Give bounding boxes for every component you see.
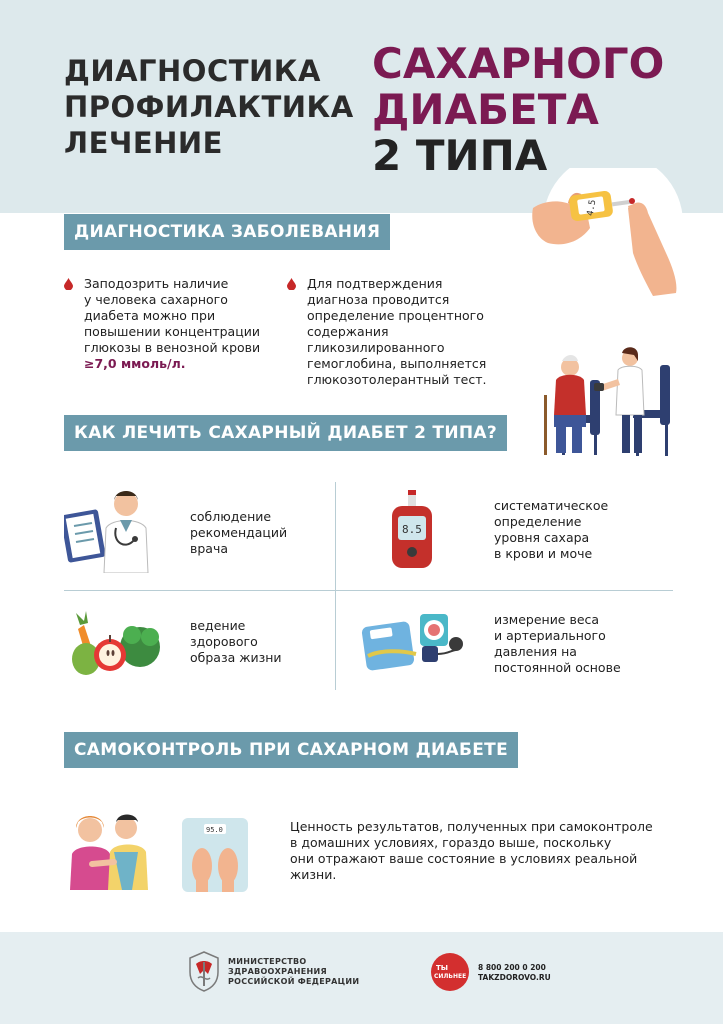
- treatment-item-line: давления на: [494, 644, 577, 659]
- treatment-banner: КАК ЛЕЧИТЬ САХАРНЫЙ ДИАБЕТ 2 ТИПА?: [64, 415, 507, 451]
- glucose-threshold-value: ≥7,0 ммоль/л.: [84, 356, 186, 371]
- footer-band: [0, 932, 723, 1024]
- selfcontrol-banner: САМОКОНТРОЛЬ ПРИ САХАРНОМ ДИАБЕТЕ: [64, 732, 518, 768]
- bathroom-scale-icon: [182, 818, 248, 892]
- scale-reading: 95.0: [206, 826, 223, 834]
- diagnosis-bullet-1-line: повышении концентрации: [84, 324, 260, 339]
- diagnosis-bullet-2-line: глюкозотолерантный тест.: [307, 372, 487, 387]
- treatment-item-line: постоянной основе: [494, 660, 621, 675]
- treatment-item-glucose: [494, 498, 608, 562]
- diagnosis-bullet-1-line: Заподозрить наличие: [84, 276, 229, 291]
- diagnosis-bullet-2-line: содержания гликозилированного: [307, 324, 445, 355]
- diagnosis-bullet-2-line: определение процентного: [307, 308, 484, 323]
- blood-drop-icon: [64, 278, 73, 290]
- couple-icon: [66, 810, 156, 890]
- diagnosis-banner: ДИАГНОСТИКА ЗАБОЛЕВАНИЯ: [64, 214, 390, 250]
- selfcontrol-text-line: Ценность результатов, полученных при самоконтроле: [290, 819, 653, 834]
- ministry-name-line: ЗДРАВООХРАНЕНИЯ: [228, 967, 327, 976]
- header-left-line-2: ПРОФИЛАКТИКА: [64, 90, 354, 124]
- glucometer-reading-small: 8.5: [402, 523, 422, 536]
- diagnosis-bullet-2: [307, 276, 527, 388]
- hotline-phone: 8 800 200 0 200: [478, 963, 546, 972]
- header-title-line-1: САХАРНОГО: [372, 39, 665, 88]
- treatment-item-line: определение: [494, 514, 582, 529]
- treatment-item-line: уровня сахара: [494, 530, 590, 545]
- diagnosis-bullet-1-line: диабета можно при: [84, 308, 216, 323]
- ministry-name-line: РОССИЙСКОЙ ФЕДЕРАЦИИ: [228, 977, 360, 986]
- treatment-item-weight: [494, 612, 621, 676]
- diagnosis-bullet-1-line: у человека сахарного: [84, 292, 228, 307]
- header-left-line-3: ЛЕЧЕНИЕ: [64, 126, 223, 160]
- ministry-name-line: МИНИСТЕРСТВО: [228, 957, 307, 966]
- diagnosis-bullet-1-line: глюкозы в венозной крови: [84, 340, 261, 355]
- treatment-item-line: здорового: [190, 634, 258, 649]
- diagnosis-bullet-2-line: Для подтверждения: [307, 276, 443, 291]
- header-left-line-1: ДИАГНОСТИКА: [64, 54, 321, 88]
- treatment-item-lifestyle: [190, 618, 282, 666]
- selfcontrol-text-line: жизни.: [290, 867, 337, 882]
- glucometer-hands-illustration: [528, 168, 688, 298]
- doctor-icon: [64, 488, 160, 573]
- header-title-line-2: ДИАБЕТА: [372, 85, 599, 134]
- treatment-item-line: измерение веса: [494, 612, 600, 627]
- scale-tonometer-icon: [360, 610, 470, 672]
- vegetables-icon: [70, 607, 162, 677]
- takzdorovo-logo: [428, 952, 472, 992]
- selfcontrol-text: [290, 819, 680, 883]
- ministry-emblem-icon: [186, 950, 222, 992]
- website-link[interactable]: TAKZDOROVO.RU: [478, 973, 551, 982]
- treatment-item-line: систематическое: [494, 498, 609, 513]
- header-title-line-3: 2 ТИПА: [372, 131, 548, 180]
- diagnosis-bullet-1: [84, 276, 284, 372]
- diagnosis-bullet-2-line: диагноза проводится: [307, 292, 450, 307]
- treatment-item-line: и артериального: [494, 628, 606, 643]
- treatment-item-line: рекомендаций: [190, 525, 288, 540]
- selfcontrol-text-line: в домашних условиях, гораздо выше, поскольку: [290, 835, 612, 850]
- treatment-item-line: ведение: [190, 618, 246, 633]
- selfcontrol-text-line: они отражают ваше состояние в условиях реальной: [290, 851, 638, 866]
- treatment-item-line: врача: [190, 541, 229, 556]
- glucometer-reading: 4.5: [585, 198, 599, 217]
- logo-badge-line-2: СИЛЬНЕЕ: [434, 973, 467, 980]
- grid-divider-vertical: [335, 482, 336, 690]
- grid-divider-horizontal: [64, 590, 673, 591]
- treatment-item-line: соблюдение: [190, 509, 272, 524]
- treatment-item-line: в крови и моче: [494, 546, 593, 561]
- diagnosis-bullet-2-line: гемоглобина, выполняется: [307, 356, 487, 371]
- treatment-item-line: образа жизни: [190, 650, 282, 665]
- doctor-patient-illustration: [538, 345, 678, 460]
- ministry-name: [228, 957, 359, 987]
- blood-drop-icon: [287, 278, 296, 290]
- logo-badge-line-1: ТЫ: [436, 964, 449, 972]
- treatment-item-doctor: [190, 509, 287, 557]
- glucometer-icon: [390, 490, 434, 570]
